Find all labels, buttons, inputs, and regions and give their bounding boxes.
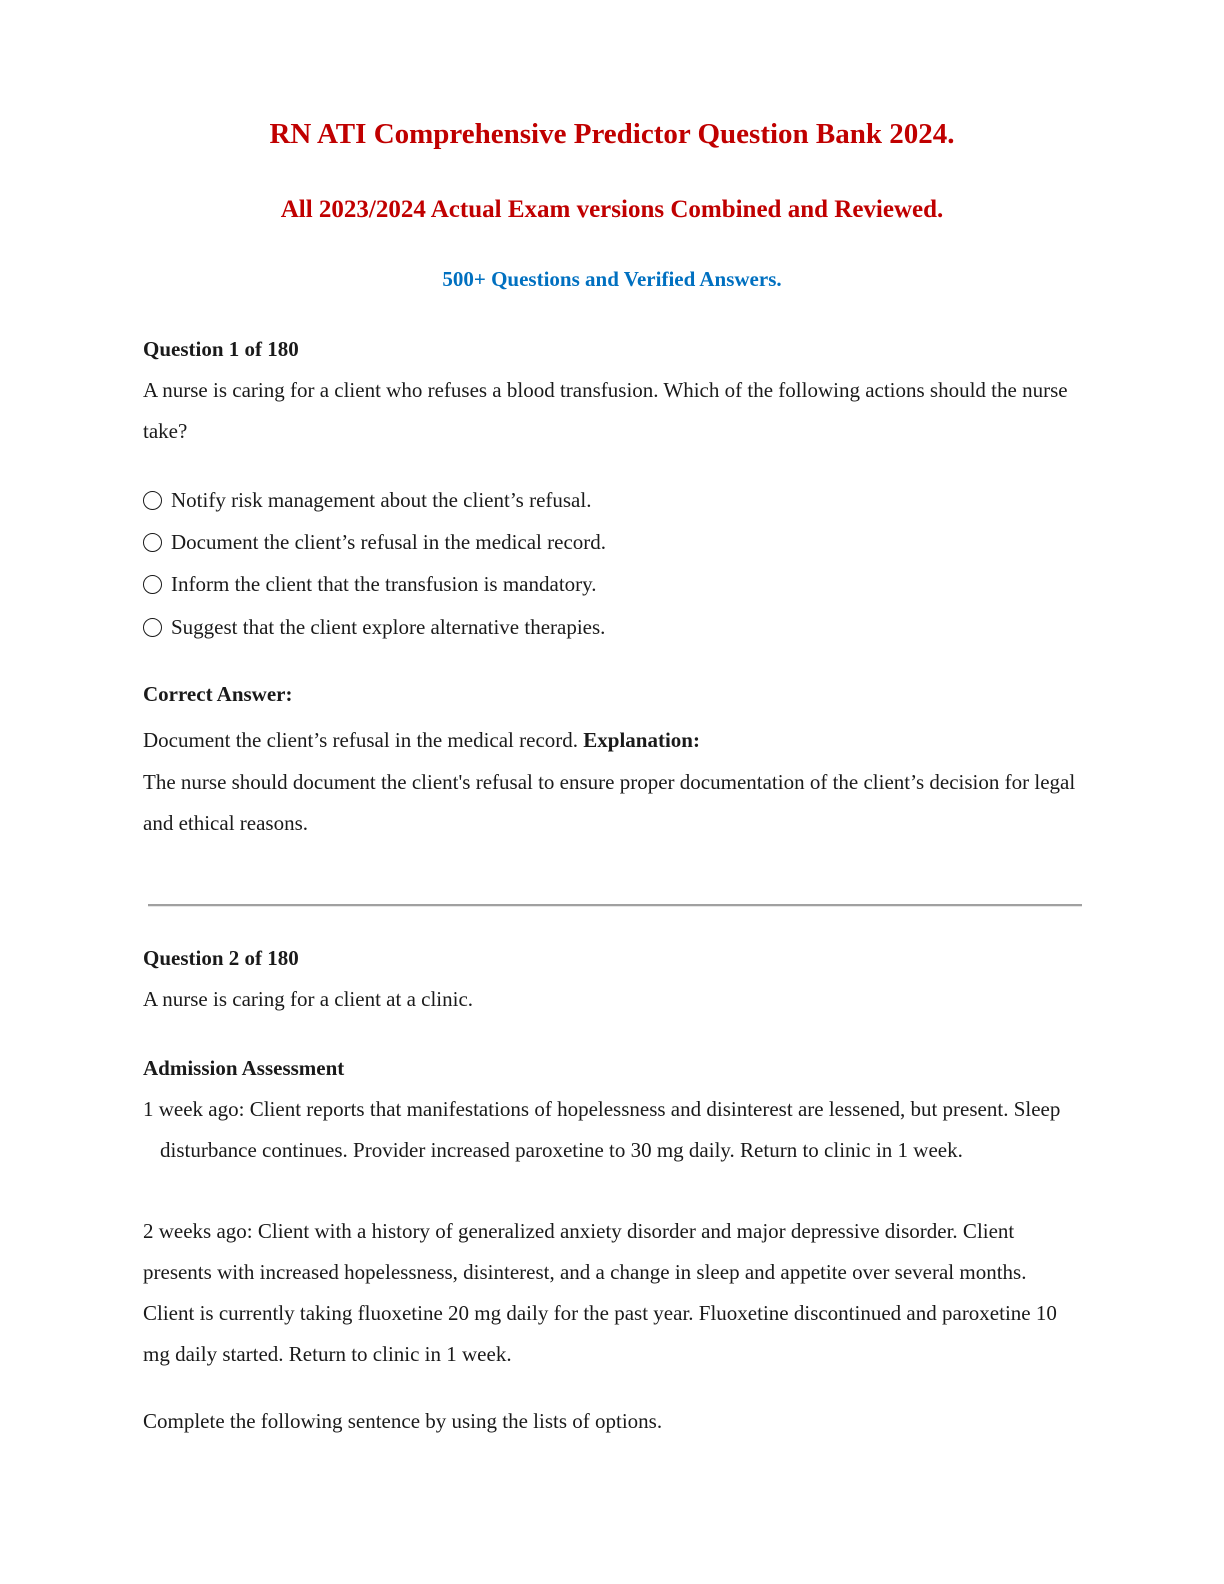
radio-button-icon[interactable] [143,618,162,637]
section-divider [148,904,1082,907]
question-2-heading: Question 2 of 180 [143,946,299,970]
question-1-heading: Question 1 of 180 [143,337,299,361]
document-title: RN ATI Comprehensive Predictor Question Bank 2024. [269,118,955,150]
radio-button-icon[interactable] [143,491,162,510]
explanation-text: The nurse should document the client's refusal to ensure proper documentation of the client’s decision for legal and ethical reasons. [143,770,1076,835]
question-1-option-d[interactable] [143,606,1083,648]
admission-assessment-heading: Admission Assessment [143,1056,345,1080]
option-label: Suggest that the client explore alternative therapies. [171,614,606,639]
radio-button-icon[interactable] [143,533,162,552]
radio-button-icon[interactable] [143,575,162,594]
option-label: Document the client’s refusal in the medical record. [171,529,607,554]
correct-answer-text: Document the client’s refusal in the medical record. [143,728,579,752]
question-1-option-b[interactable] [143,521,1083,563]
question-1-option-c[interactable] [143,564,1083,606]
option-label: Inform the client that the transfusion is mandatory. [171,572,597,597]
question-1-options [143,479,1083,648]
assessment-entry-1-week: 1 week ago: Client reports that manifestations of hopelessness and disinterest are lessened, but present. Sleep disturbance continues. Provider increased paroxetine to 30 mg daily. Return to clinic in 1 week. [143,1097,1061,1162]
question-2-stem: A nurse is caring for a client at a clinic. [143,987,474,1011]
correct-answer-line [143,720,1083,761]
assessment-entry-2-weeks: 2 weeks ago: Client with a history of generalized anxiety disorder and major depressive disorder. Client presents with increased hopelessness, disinterest, and a change in sleep and appetite over several months. Client is currently taking fluoxetine 20 mg daily for the past year. Fluoxetine discontinued and paroxetine 10 mg daily started. Return to clinic in 1 week. [143,1219,1057,1366]
question-1-stem: A nurse is caring for a client who refuses a blood transfusion. Which of the following actions should the nurse take? [143,378,1068,443]
document-subtitle: All 2023/2024 Actual Exam versions Combined and Reviewed. [280,196,944,223]
explanation-label: Explanation: [583,728,700,752]
document-tagline: 500+ Questions and Verified Answers. [442,267,782,291]
question-2-instruction: Complete the following sentence by using the lists of options. [143,1409,663,1433]
option-label: Notify risk management about the client’s refusal. [171,487,592,512]
question-1-option-a[interactable] [143,479,1083,521]
question-1-heading-block [143,329,1083,370]
correct-answer-label: Correct Answer: [143,682,293,706]
